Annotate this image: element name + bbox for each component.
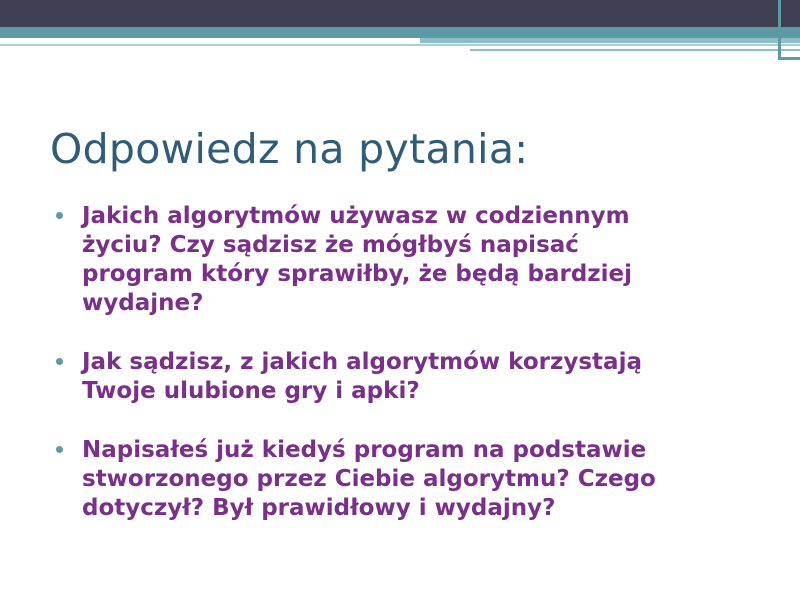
slide-title: Odpowiedz na pytania: [50, 125, 529, 173]
header-dark-band [0, 0, 800, 27]
bullet-text-line: wydajne? [82, 290, 204, 316]
bullet-dot-icon [56, 446, 63, 453]
bullet-list [56, 202, 756, 523]
bullet-text-line: Jakich algorytmów używasz w codziennym [82, 203, 630, 229]
bullet-dot-icon [56, 358, 63, 365]
bullet-text-line: Twoje ulubione gry i apki? [82, 378, 420, 404]
header-corner-bracket-vertical [778, 0, 781, 60]
bullet-text-line: stworzonego przez Ciebie algorytmu? Czego [82, 466, 656, 492]
bullet-dot-icon [56, 212, 63, 219]
header-teal-band [0, 27, 800, 38]
header-teal-strip [420, 38, 800, 43]
header-corner-bracket-horizontal [778, 57, 800, 60]
bullet-text-line: Napisałeś już kiedyś program na podstawie [82, 437, 647, 463]
bullet-item [56, 436, 756, 523]
bullet-text-line: program który sprawiłby, że będą bardziej [82, 261, 633, 287]
bullet-text-line: Jak sądzisz, z jakich algorytmów korzystają [82, 349, 642, 375]
header-accent-line [470, 49, 800, 51]
bullet-item [56, 202, 756, 318]
bullet-text-line: dotyczył? Był prawidłowy i wydajny? [82, 495, 556, 521]
header-divider-line [0, 44, 800, 46]
bullet-text-line: życiu? Czy sądzisz że mógłbyś napisać [82, 232, 579, 258]
bullet-item [56, 348, 756, 406]
